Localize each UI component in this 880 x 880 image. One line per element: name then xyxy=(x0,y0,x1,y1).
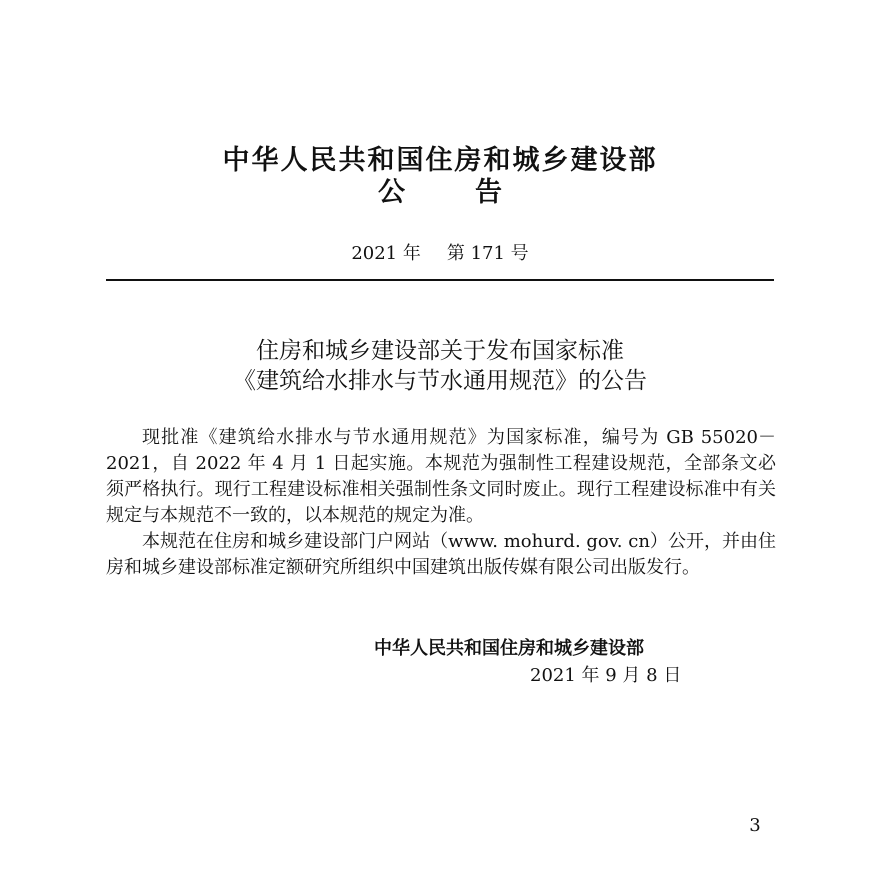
body-paragraph-1: 现批准《建筑给水排水与节水通用规范》为国家标准，编号为 GB 55020－2021，自 2022 年 4 月 1 日起实施。本规范为强制性工程建设规范，全部条文必须严格执行。现行工程建设标准相关强制性条文同时废止。现行工程建设标准中有关规定与本规范不一致的，以本规范的规定为准。 xyxy=(106,427,776,526)
header-divider xyxy=(106,279,774,281)
document-serial: 第 171 号 xyxy=(446,243,529,264)
title-line-2: 《建筑给水排水与节水通用规范》的公告 xyxy=(233,368,647,394)
announcement-body xyxy=(106,425,776,581)
announcement-title xyxy=(0,336,880,396)
page-number: 3 xyxy=(749,815,761,836)
title-line-1: 住房和城乡建设部关于发布国家标准 xyxy=(256,338,624,364)
document-type-heading: 公告 xyxy=(378,177,572,208)
document-number xyxy=(0,242,880,266)
signature-organization: 中华人民共和国住房和城乡建设部 xyxy=(374,638,644,659)
body-paragraph-2: 本规范在住房和城乡建设部门户网站（www. mohurd. gov. cn）公开，并由住房和城乡建设部标准定额研究所组织中国建筑出版传媒有限公司出版发行。 xyxy=(106,531,776,578)
issuer-heading: 中华人民共和国住房和城乡建设部 xyxy=(222,145,658,176)
signature-date: 2021 年 9 月 8 日 xyxy=(530,665,682,686)
document-year: 2021 年 xyxy=(351,243,421,264)
